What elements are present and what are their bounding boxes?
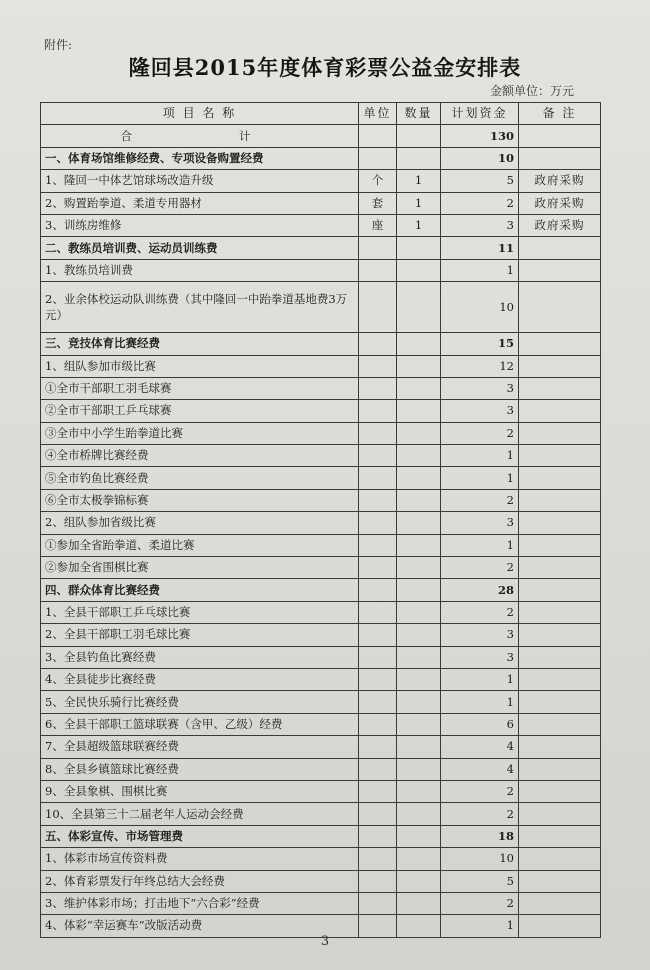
row-quantity <box>397 892 441 914</box>
row-planned-fund: 1 <box>441 534 519 556</box>
row-unit <box>359 892 397 914</box>
row-item-name: 1、全县干部职工乒乓球比赛 <box>41 601 359 623</box>
row-remarks <box>519 848 601 870</box>
budget-table <box>40 102 601 938</box>
row-item-name: 四、群众体育比赛经费 <box>41 579 359 601</box>
row-quantity <box>397 445 441 467</box>
row-unit: 座 <box>359 214 397 236</box>
table-row <box>41 780 601 802</box>
row-remarks <box>519 355 601 377</box>
row-remarks <box>519 624 601 646</box>
row-item-name: 8、全县乡镇篮球比赛经费 <box>41 758 359 780</box>
row-planned-fund: 2 <box>441 892 519 914</box>
row-planned-fund: 3 <box>441 624 519 646</box>
row-item-name: 1、体彩市场宣传资料费 <box>41 848 359 870</box>
row-remarks <box>519 892 601 914</box>
row-quantity <box>397 780 441 802</box>
row-planned-fund: 2 <box>441 489 519 511</box>
row-remarks <box>519 713 601 735</box>
row-remarks <box>519 825 601 847</box>
table-row <box>41 333 601 355</box>
row-item-name: 10、全县第三十二届老年人运动会经费 <box>41 803 359 825</box>
row-quantity <box>397 870 441 892</box>
row-remarks <box>519 601 601 623</box>
table-row <box>41 892 601 914</box>
row-quantity <box>397 512 441 534</box>
table-row <box>41 147 601 169</box>
row-remarks: 政府采购 <box>519 170 601 192</box>
row-unit <box>359 147 397 169</box>
row-item-name: 1、隆回一中体艺馆球场改造升级 <box>41 170 359 192</box>
row-planned-fund: 3 <box>441 377 519 399</box>
unit-note: 金额单位：万元 <box>489 84 574 98</box>
row-remarks <box>519 147 601 169</box>
row-quantity <box>397 601 441 623</box>
table-row <box>41 579 601 601</box>
row-remarks <box>519 691 601 713</box>
row-unit <box>359 422 397 444</box>
row-unit <box>359 668 397 690</box>
row-quantity <box>397 467 441 489</box>
row-unit <box>359 489 397 511</box>
row-planned-fund: 2 <box>441 601 519 623</box>
row-unit <box>359 534 397 556</box>
column-header-unit: 单位 <box>359 103 397 125</box>
row-quantity: 1 <box>397 170 441 192</box>
row-remarks <box>519 400 601 422</box>
document-title: 隆回县2015年度体育彩票公益金安排表 <box>128 55 522 80</box>
row-quantity <box>397 713 441 735</box>
row-remarks <box>519 282 601 333</box>
table-row <box>41 736 601 758</box>
row-item-name: 3、维护体彩市场；打击地下“六合彩”经费 <box>41 892 359 914</box>
row-quantity <box>397 736 441 758</box>
row-remarks <box>519 237 601 259</box>
table-row <box>41 624 601 646</box>
row-planned-fund: 2 <box>441 780 519 802</box>
row-quantity: 1 <box>397 192 441 214</box>
table-row <box>41 825 601 847</box>
page-number: 3 <box>320 934 330 949</box>
row-quantity <box>397 259 441 281</box>
table-row <box>41 355 601 377</box>
row-quantity <box>397 489 441 511</box>
row-unit: 个 <box>359 170 397 192</box>
table-row <box>41 668 601 690</box>
row-unit <box>359 467 397 489</box>
row-remarks <box>519 512 601 534</box>
row-planned-fund: 28 <box>441 579 519 601</box>
row-remarks <box>519 534 601 556</box>
row-remarks <box>519 870 601 892</box>
table-row <box>41 713 601 735</box>
row-planned-fund: 1 <box>441 668 519 690</box>
row-item-name: 三、竞技体育比赛经费 <box>41 333 359 355</box>
row-unit <box>359 579 397 601</box>
row-item-name: ①参加全省跆拳道、柔道比赛 <box>41 534 359 556</box>
row-quantity <box>397 355 441 377</box>
row-unit <box>359 736 397 758</box>
row-unit <box>359 803 397 825</box>
row-planned-fund: 3 <box>441 512 519 534</box>
row-planned-fund: 4 <box>441 758 519 780</box>
table-row <box>41 848 601 870</box>
table-row <box>41 125 601 147</box>
row-planned-fund: 11 <box>441 237 519 259</box>
row-planned-fund: 2 <box>441 422 519 444</box>
row-remarks: 政府采购 <box>519 214 601 236</box>
row-planned-fund: 3 <box>441 646 519 668</box>
row-unit <box>359 691 397 713</box>
column-header-quantity: 数量 <box>397 103 441 125</box>
row-unit <box>359 400 397 422</box>
row-quantity <box>397 147 441 169</box>
row-planned-fund: 1 <box>441 445 519 467</box>
table-row <box>41 870 601 892</box>
table-row <box>41 646 601 668</box>
row-item-name: 合 计 <box>41 125 359 147</box>
row-item-name: 1、组队参加市级比赛 <box>41 355 359 377</box>
table-row <box>41 557 601 579</box>
row-item-name: ②参加全省围棋比赛 <box>41 557 359 579</box>
row-quantity <box>397 825 441 847</box>
row-unit <box>359 377 397 399</box>
row-item-name: ⑥全市太极拳锦标赛 <box>41 489 359 511</box>
row-quantity <box>397 758 441 780</box>
row-remarks <box>519 803 601 825</box>
attachment-label: 附件: <box>44 38 73 52</box>
row-item-name: 2、组队参加省级比赛 <box>41 512 359 534</box>
row-planned-fund: 15 <box>441 333 519 355</box>
row-quantity: 1 <box>397 214 441 236</box>
row-quantity <box>397 377 441 399</box>
row-planned-fund: 1 <box>441 691 519 713</box>
row-item-name: 二、教练员培训费、运动员训练费 <box>41 237 359 259</box>
row-remarks <box>519 668 601 690</box>
row-quantity <box>397 422 441 444</box>
row-quantity <box>397 848 441 870</box>
row-item-name: 2、业余体校运动队训练费（其中隆回一中跆拳道基地费3万元） <box>41 282 359 333</box>
row-planned-fund: 4 <box>441 736 519 758</box>
row-remarks <box>519 736 601 758</box>
row-quantity <box>397 534 441 556</box>
row-unit <box>359 825 397 847</box>
row-unit <box>359 713 397 735</box>
row-planned-fund: 2 <box>441 557 519 579</box>
row-item-name: 2、体育彩票发行年终总结大会经费 <box>41 870 359 892</box>
row-planned-fund: 130 <box>441 125 519 147</box>
row-planned-fund: 10 <box>441 147 519 169</box>
table-row <box>41 601 601 623</box>
row-planned-fund: 3 <box>441 400 519 422</box>
row-unit <box>359 259 397 281</box>
table-row <box>41 467 601 489</box>
row-unit: 套 <box>359 192 397 214</box>
row-planned-fund: 10 <box>441 282 519 333</box>
row-quantity <box>397 668 441 690</box>
row-unit <box>359 355 397 377</box>
table-row <box>41 377 601 399</box>
row-item-name: 6、全县干部职工篮球联赛（含甲、乙级）经费 <box>41 713 359 735</box>
row-planned-fund: 5 <box>441 870 519 892</box>
table-header-row <box>41 103 601 125</box>
row-item-name: 一、体育场馆维修经费、专项设备购置经费 <box>41 147 359 169</box>
row-item-name: ②全市干部职工乒乓球赛 <box>41 400 359 422</box>
row-remarks <box>519 758 601 780</box>
row-item-name: 1、教练员培训费 <box>41 259 359 281</box>
row-planned-fund: 2 <box>441 192 519 214</box>
row-unit <box>359 557 397 579</box>
row-quantity <box>397 333 441 355</box>
row-item-name: 9、全县象棋、围棋比赛 <box>41 780 359 802</box>
row-unit <box>359 780 397 802</box>
row-planned-fund: 6 <box>441 713 519 735</box>
row-item-name: 3、全县钓鱼比赛经费 <box>41 646 359 668</box>
row-unit <box>359 848 397 870</box>
row-item-name: 7、全县超级篮球联赛经费 <box>41 736 359 758</box>
row-unit <box>359 282 397 333</box>
column-header-remarks: 备 注 <box>519 103 601 125</box>
table-row <box>41 422 601 444</box>
row-unit <box>359 333 397 355</box>
row-unit <box>359 512 397 534</box>
row-remarks <box>519 125 601 147</box>
column-header-planned-fund: 计划资金 <box>441 103 519 125</box>
row-planned-fund: 2 <box>441 803 519 825</box>
row-item-name: 4、全县徒步比赛经费 <box>41 668 359 690</box>
table-row <box>41 237 601 259</box>
row-quantity <box>397 579 441 601</box>
row-planned-fund: 18 <box>441 825 519 847</box>
table-row <box>41 259 601 281</box>
row-remarks <box>519 422 601 444</box>
table-row <box>41 400 601 422</box>
table-row <box>41 214 601 236</box>
table-row <box>41 489 601 511</box>
row-planned-fund: 1 <box>441 259 519 281</box>
column-header-item-name: 项 目 名 称 <box>41 103 359 125</box>
row-remarks <box>519 646 601 668</box>
row-quantity <box>397 400 441 422</box>
row-unit <box>359 870 397 892</box>
row-planned-fund: 10 <box>441 848 519 870</box>
row-planned-fund: 5 <box>441 170 519 192</box>
row-item-name: 2、全县干部职工羽毛球比赛 <box>41 624 359 646</box>
row-planned-fund: 12 <box>441 355 519 377</box>
row-quantity <box>397 624 441 646</box>
row-item-name: 5、全民快乐骑行比赛经费 <box>41 691 359 713</box>
row-item-name: ③全市中小学生跆拳道比赛 <box>41 422 359 444</box>
row-remarks <box>519 259 601 281</box>
row-remarks: 政府采购 <box>519 192 601 214</box>
row-remarks <box>519 780 601 802</box>
table-row <box>41 512 601 534</box>
row-quantity <box>397 282 441 333</box>
row-remarks <box>519 333 601 355</box>
table-row <box>41 282 601 333</box>
row-remarks <box>519 579 601 601</box>
row-item-name: 2、购置跆拳道、柔道专用器材 <box>41 192 359 214</box>
row-planned-fund: 1 <box>441 915 519 937</box>
row-planned-fund: 1 <box>441 467 519 489</box>
table-row <box>41 534 601 556</box>
row-unit <box>359 125 397 147</box>
row-item-name: ⑤全市钓鱼比赛经费 <box>41 467 359 489</box>
row-unit <box>359 445 397 467</box>
row-unit <box>359 646 397 668</box>
row-quantity <box>397 237 441 259</box>
row-item-name: ④全市桥牌比赛经费 <box>41 445 359 467</box>
row-remarks <box>519 377 601 399</box>
table-row <box>41 170 601 192</box>
row-quantity <box>397 646 441 668</box>
row-quantity <box>397 691 441 713</box>
row-planned-fund: 3 <box>441 214 519 236</box>
row-quantity <box>397 557 441 579</box>
table-row <box>41 445 601 467</box>
row-remarks <box>519 467 601 489</box>
row-item-name: ①全市干部职工羽毛球赛 <box>41 377 359 399</box>
table-row <box>41 758 601 780</box>
table-row <box>41 192 601 214</box>
row-unit <box>359 624 397 646</box>
table-row <box>41 803 601 825</box>
row-remarks <box>519 557 601 579</box>
row-unit <box>359 758 397 780</box>
row-item-name: 3、训练房维修 <box>41 214 359 236</box>
row-remarks <box>519 489 601 511</box>
row-unit <box>359 601 397 623</box>
table-row <box>41 691 601 713</box>
table-body <box>41 125 601 937</box>
row-unit <box>359 237 397 259</box>
row-quantity <box>397 125 441 147</box>
row-item-name: 五、体彩宣传、市场管理费 <box>41 825 359 847</box>
row-quantity <box>397 803 441 825</box>
row-item-name: 4、体彩“幸运赛车”改版活动费 <box>41 915 359 937</box>
row-remarks <box>519 445 601 467</box>
